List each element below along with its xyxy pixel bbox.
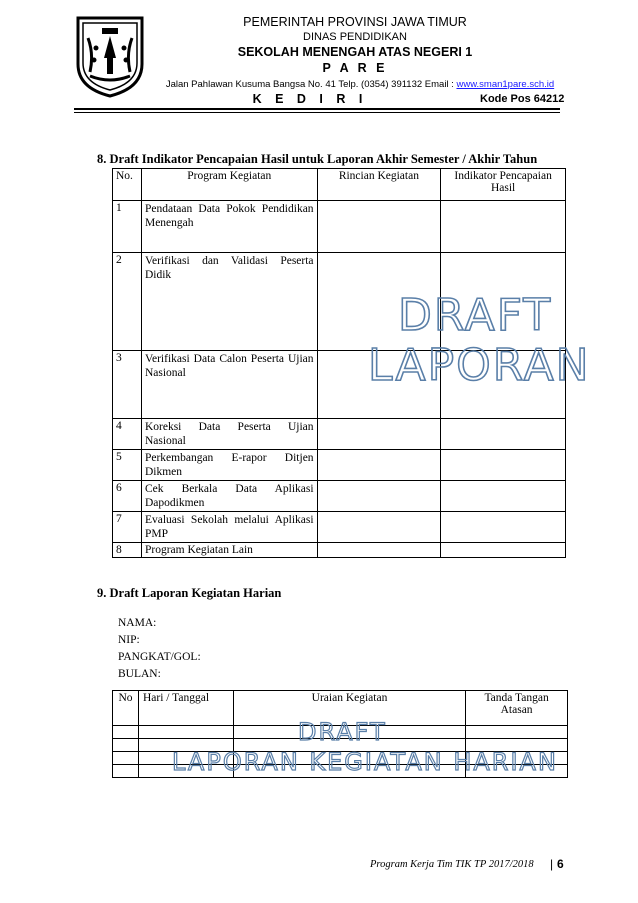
no-cell[interactable]: [113, 765, 139, 778]
page-number: 6: [557, 857, 564, 871]
indicator-cell[interactable]: [441, 512, 566, 543]
indicator-cell[interactable]: [441, 201, 566, 253]
details-cell[interactable]: [317, 450, 441, 481]
row-number: 4: [113, 419, 142, 450]
signature-cell[interactable]: [466, 726, 568, 739]
details-cell[interactable]: [317, 512, 441, 543]
no-cell[interactable]: [113, 739, 139, 752]
row-number: 2: [113, 253, 142, 351]
indicator-cell[interactable]: [441, 481, 566, 512]
date-cell[interactable]: [138, 726, 233, 739]
program-cell: Koreksi Data Peserta Ujian Nasional: [141, 419, 317, 450]
program-cell: Evaluasi Sekolah melalui Aplikasi PMP: [141, 512, 317, 543]
row-number: 1: [113, 201, 142, 253]
letterhead-rule-thick: [74, 108, 560, 110]
section-8-heading: 8. Draft Indikator Pencapaian Hasil untuk Laporan Akhir Semester / Akhir Tahun: [97, 152, 538, 166]
column-header-date: Hari / Tanggal: [138, 691, 233, 726]
table-row: [113, 512, 566, 543]
program-cell: Verifikasi Data Calon Peserta Ujian Nasional: [141, 351, 317, 419]
postcode: Kode Pos 64212: [480, 93, 565, 105]
indicator-cell[interactable]: [441, 450, 566, 481]
indicator-cell[interactable]: [441, 419, 566, 450]
nip-field-label: NIP:: [118, 634, 140, 646]
no-cell[interactable]: [113, 726, 139, 739]
program-cell: Cek Berkala Data Aplikasi Dapodikmen: [141, 481, 317, 512]
section-9-heading: 9. Draft Laporan Kegiatan Harian: [97, 586, 282, 600]
row-number: 6: [113, 481, 142, 512]
department-name: DINAS PENDIDIKAN: [303, 31, 407, 43]
table-row: [113, 481, 566, 512]
column-header-no: No: [113, 691, 139, 726]
column-header-details: Rincian Kegiatan: [317, 169, 441, 201]
row-number: 5: [113, 450, 142, 481]
table-row: [113, 419, 566, 450]
row-number: 3: [113, 351, 142, 419]
draft-watermark: DRAFT: [398, 290, 553, 341]
letterhead-rule-thin: [74, 112, 560, 113]
table-row: [113, 450, 566, 481]
details-cell[interactable]: [317, 543, 441, 558]
column-header-indicator: Indikator Pencapaian Hasil: [441, 169, 566, 201]
address-text: Jalan Pahlawan Kusuma Bangsa No. 41 Telp. (0354) 391132 Email :: [165, 79, 457, 90]
row-number: 8: [113, 543, 142, 558]
program-cell: Perkembangan E-rapor Ditjen Dikmen: [141, 450, 317, 481]
name-field-label: NAMA:: [118, 617, 157, 629]
column-header-program: Program Kegiatan: [141, 169, 317, 201]
no-cell[interactable]: [113, 752, 139, 765]
column-header-no: No.: [113, 169, 142, 201]
provincial-emblem-logo: [74, 14, 146, 98]
row-number: 7: [113, 512, 142, 543]
draft-watermark-small: DRAFT: [298, 718, 387, 746]
school-name: SEKOLAH MENENGAH ATAS NEGERI 1: [237, 45, 473, 59]
footer-separator: |: [550, 857, 554, 871]
column-header-signature: Tanda Tangan Atasan: [466, 691, 568, 726]
program-cell: Verifikasi dan Validasi Peserta Didik: [141, 253, 317, 351]
month-field-label: BULAN:: [118, 668, 161, 680]
footer-text: Program Kerja Tim TIK TP 2017/2018: [370, 859, 534, 870]
website-link[interactable]: www.sman1pare.sch.id: [456, 79, 555, 90]
city-name: K E D I R I: [252, 92, 368, 106]
government-name: PEMERINTAH PROVINSI JAWA TIMUR: [243, 15, 467, 29]
laporan-watermark: LAPORAN: [368, 340, 591, 391]
school-location: P A R E: [322, 61, 388, 75]
daily-report-watermark: LAPORAN KEGIATAN HARIAN: [172, 748, 558, 776]
indicator-cell[interactable]: [441, 543, 566, 558]
table-header-row: [113, 169, 566, 201]
details-cell[interactable]: [317, 481, 441, 512]
rank-field-label: PANGKAT/GOL:: [118, 651, 201, 663]
details-cell[interactable]: [317, 419, 441, 450]
program-cell: Program Kegiatan Lain: [141, 543, 317, 558]
column-header-activity: Uraian Kegiatan: [233, 691, 465, 726]
details-cell[interactable]: [317, 201, 441, 253]
table-row: [113, 201, 566, 253]
school-address: [150, 79, 570, 90]
table-row: [113, 543, 566, 558]
program-cell: Pendataan Data Pokok Pendidikan Menengah: [141, 201, 317, 253]
